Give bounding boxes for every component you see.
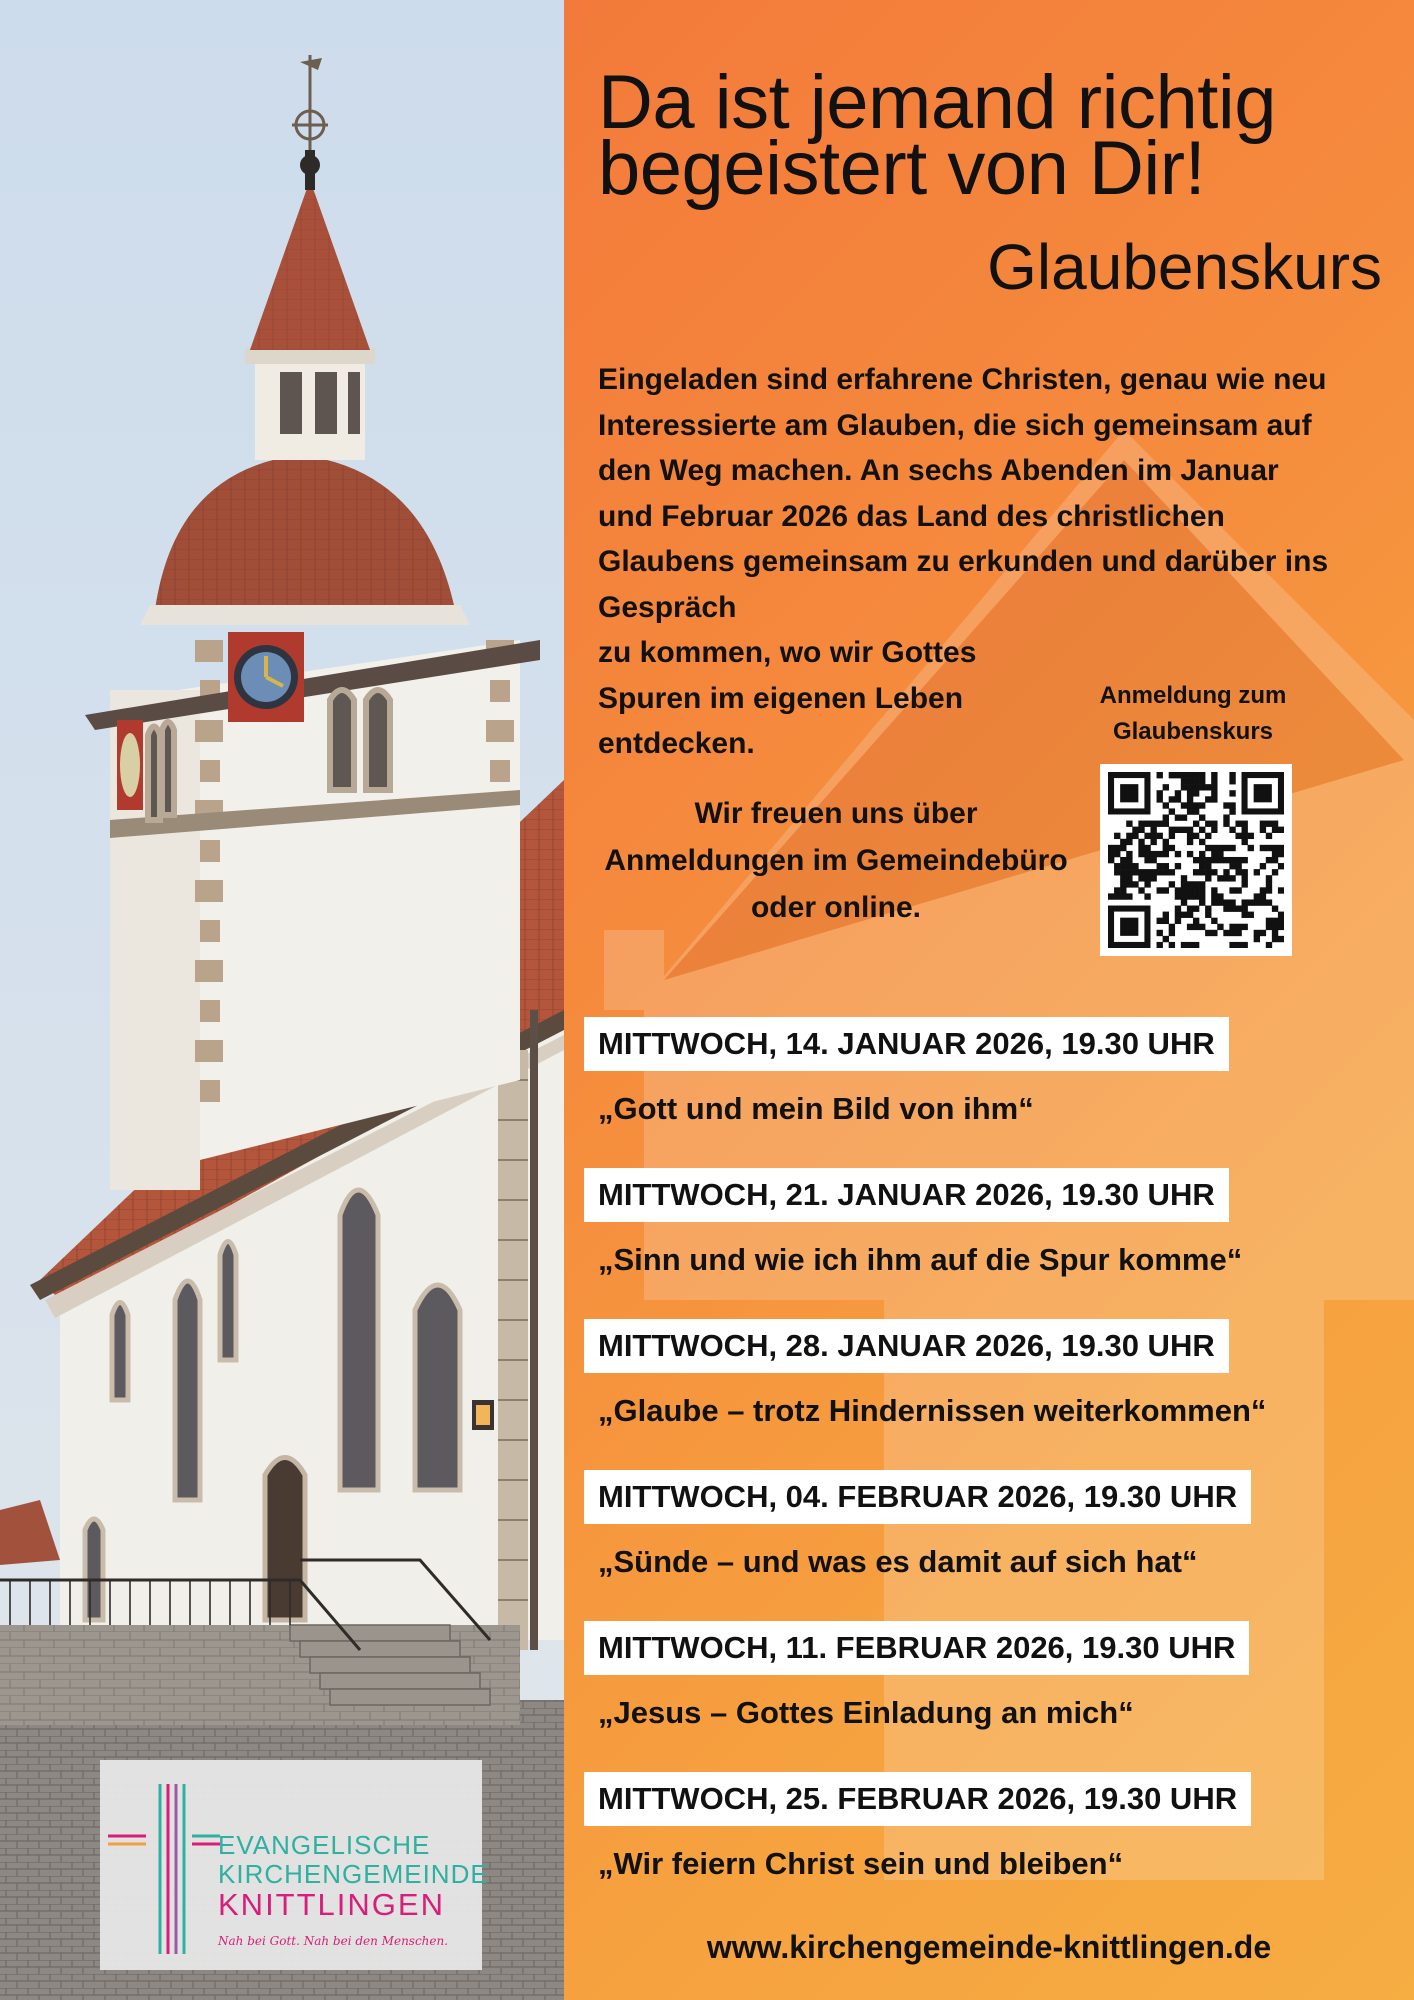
church-illustration	[0, 0, 564, 2000]
subtitle: Glaubenskurs	[987, 231, 1382, 303]
logo-text-line-3: KNITTLINGEN	[218, 1887, 445, 1922]
qr-code-icon	[1108, 772, 1284, 948]
session-item	[584, 1772, 1384, 1923]
headline-line-2: begeistert von Dir!	[598, 126, 1206, 211]
logo-text-line-2: KIRCHENGEMEINDE	[218, 1859, 489, 1889]
session-item	[584, 1319, 1384, 1470]
session-topic: „Glaube – trotz Hindernissen weiterkommen“	[598, 1393, 1267, 1428]
session-date: MITTWOCH, 25. FEBRUAR 2026, 19.30 UHR	[584, 1772, 1251, 1826]
intro-text: Eingeladen sind erfahrene Christen, genau wie neu Interessierte am Glauben, die sich gemeinsam auf den Weg machen. An sechs Abenden im Januar und Februar 2026 das Land des christlichen Glaubens gemeinsam zu erkunden und darüber ins Gespräch	[598, 363, 1329, 624]
logo-tagline: Nah bei Gott. Nah bei den Menschen.	[218, 1934, 449, 1948]
qr-label: Anmeldung zum Glaubenskurs	[1099, 682, 1287, 745]
church-logo	[100, 1760, 489, 1970]
headline-line-1: Da ist jemand richtig	[598, 60, 1276, 145]
registration-invitation: Wir freuen uns über Anmeldungen im Gemeindebüro oder online.	[604, 797, 1068, 924]
session-date: MITTWOCH, 04. FEBRUAR 2026, 19.30 UHR	[584, 1470, 1251, 1524]
session-item	[584, 1017, 1384, 1168]
logo-text-line-1: EVANGELISCHE	[218, 1830, 431, 1860]
session-topic: „Sünde – und was es damit auf sich hat“	[598, 1544, 1198, 1579]
session-item	[584, 1168, 1384, 1319]
qr-code[interactable]	[1100, 764, 1292, 956]
session-date: MITTWOCH, 28. JANUAR 2026, 19.30 UHR	[584, 1319, 1229, 1373]
church-photo	[0, 0, 564, 2000]
session-date: MITTWOCH, 11. FEBRUAR 2026, 19.30 UHR	[584, 1621, 1249, 1675]
cross-logo-icon	[108, 1784, 220, 1954]
session-topic: „Sinn und wie ich ihm auf die Spur komme“	[598, 1242, 1243, 1277]
session-topic: „Jesus – Gottes Einladung an mich“	[598, 1695, 1134, 1730]
session-date: MITTWOCH, 14. JANUAR 2026, 19.30 UHR	[584, 1017, 1229, 1071]
session-list	[584, 1017, 1384, 1923]
session-item	[584, 1470, 1384, 1621]
session-date: MITTWOCH, 21. JANUAR 2026, 19.30 UHR	[584, 1168, 1229, 1222]
website-link[interactable]: www.kirchengemeinde-knittlingen.de	[706, 1929, 1272, 1965]
session-topic: „Gott und mein Bild von ihm“	[598, 1091, 1034, 1126]
session-topic: „Wir feiern Christ sein und bleiben“	[598, 1846, 1124, 1881]
intro-text-continued: zu kommen, wo wir Gottes Spuren im eigenen Leben entdecken.	[598, 636, 977, 760]
headline	[598, 60, 1276, 211]
session-item	[584, 1621, 1384, 1772]
